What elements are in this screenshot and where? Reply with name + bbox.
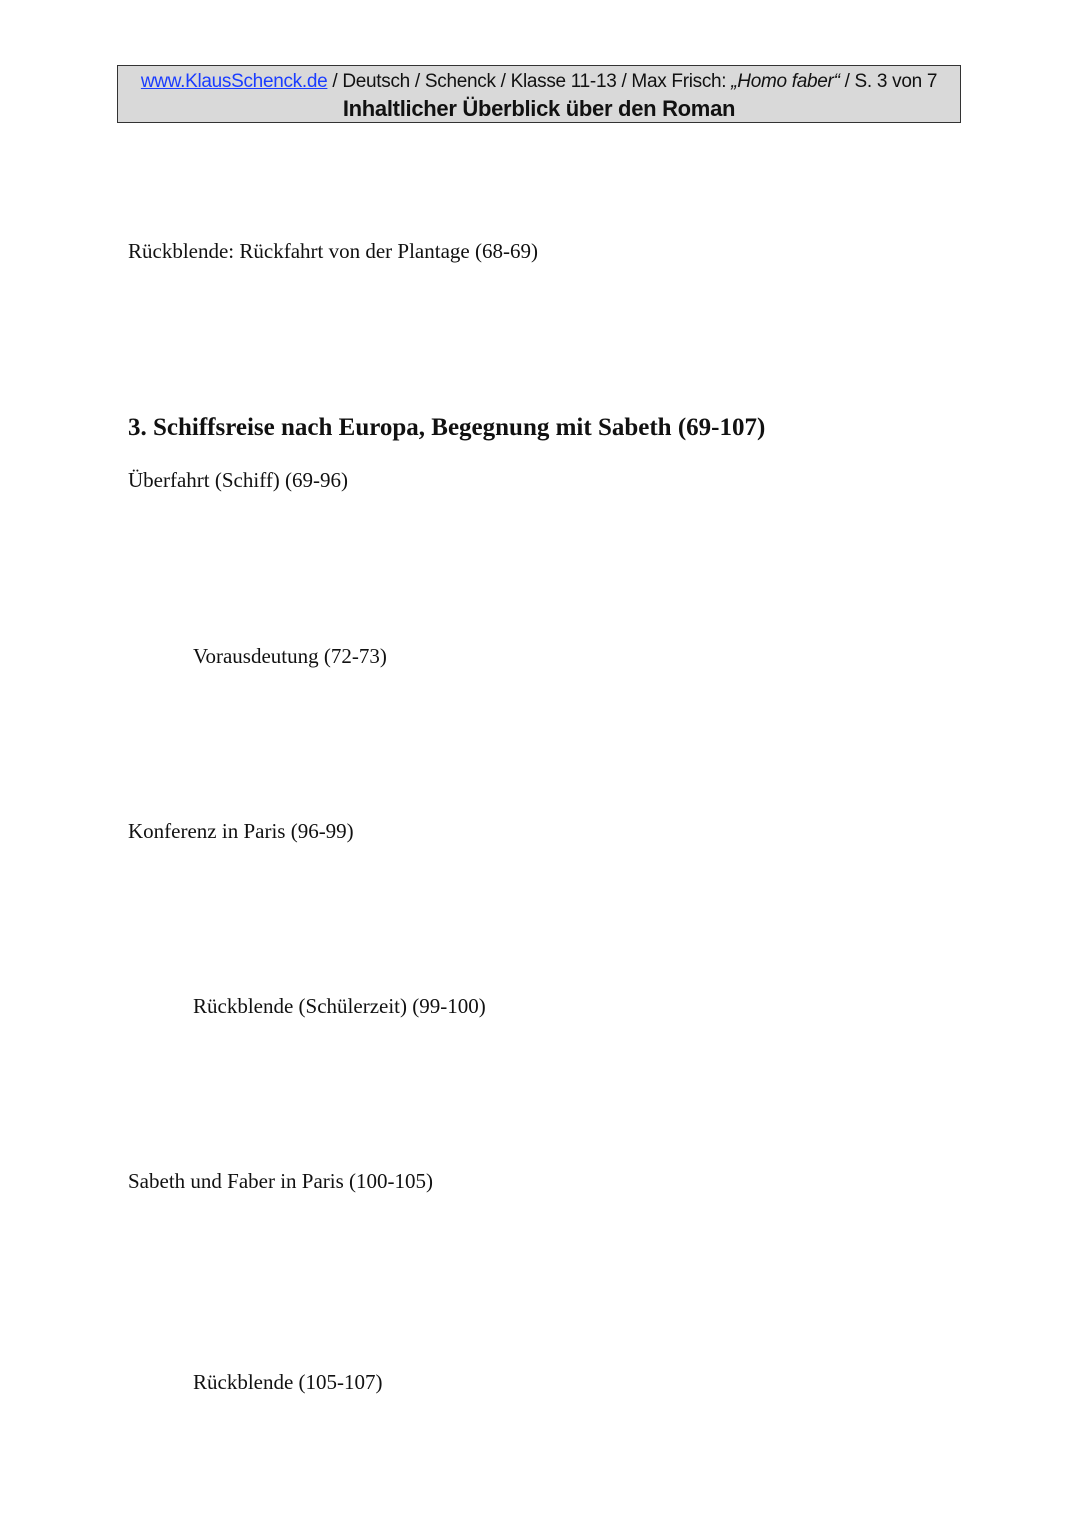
page-header xyxy=(117,65,961,123)
document-title: Inhaltlicher Überblick über den Roman xyxy=(342,96,736,121)
header-path-part2: / S. 3 von 7 xyxy=(839,71,938,92)
entry-crossing: Überfahrt (Schiff) (69-96) xyxy=(128,468,349,492)
header-work-title: „Homo faber“ xyxy=(731,71,840,92)
website-link[interactable]: www.KlausSchenck.de xyxy=(140,71,328,92)
header-path-part1: / Deutsch / Schenck / Klasse 11-13 / Max Frisch: xyxy=(327,71,732,92)
section-heading: 3. Schiffsreise nach Europa, Begegnung mit Sabeth (69-107) xyxy=(128,414,766,441)
entry-flashback-final: Rückblende (105-107) xyxy=(193,1370,383,1394)
entry-sabeth-faber: Sabeth und Faber in Paris (100-105) xyxy=(128,1169,434,1193)
entry-flashback-return: Rückblende: Rückfahrt von der Plantage (68-69) xyxy=(128,239,538,263)
header-breadcrumb xyxy=(118,70,960,94)
entry-flashback-school: Rückblende (Schülerzeit) (99-100) xyxy=(193,994,486,1018)
entry-foreshadowing: Vorausdeutung (72-73) xyxy=(193,644,387,668)
entry-conference: Konferenz in Paris (96-99) xyxy=(128,819,354,843)
